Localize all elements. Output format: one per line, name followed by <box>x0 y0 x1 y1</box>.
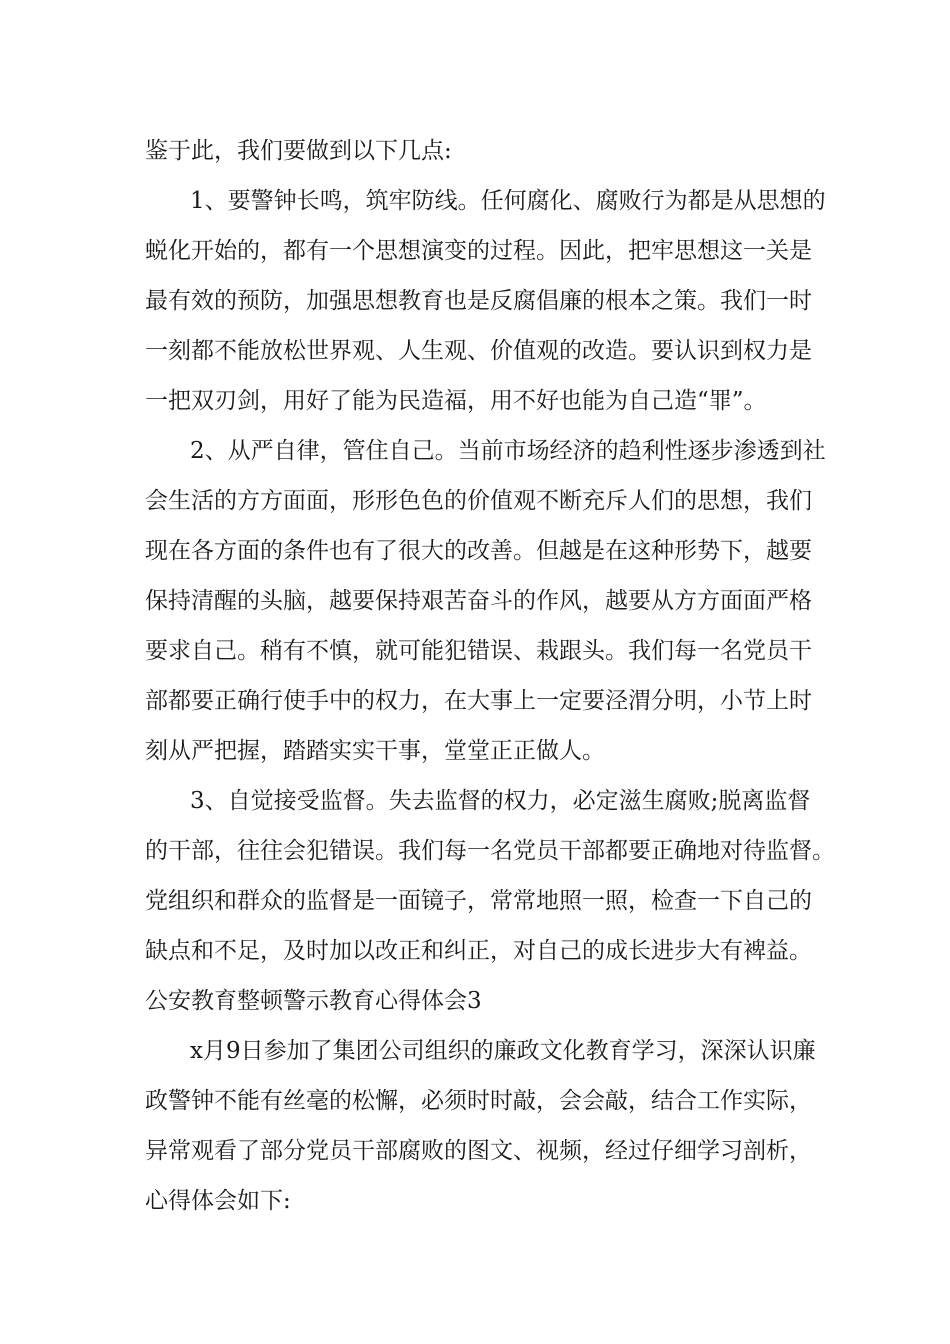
text-line: 党组织和群众的监督是一面镜子，常常地照一照，检查一下自己的 <box>145 888 812 914</box>
text-line: 一刻都不能放松世界观、人生观、价值观的改造。要认识到权力是 <box>145 338 812 364</box>
text-line: 3、自觉接受监督。失去监督的权力，必定滋生腐败;脱离监督 <box>190 788 811 814</box>
text-line: 蜕化开始的，都有一个思想演变的过程。因此，把牢思想这一关是 <box>145 238 812 264</box>
text-line: 政警钟不能有丝毫的松懈，必须时时敲，会会敲，结合工作实际， <box>145 1088 812 1114</box>
text-line: 异常观看了部分党员干部腐败的图文、视频，经过仔细学习剖析， <box>145 1138 812 1164</box>
text-line: 最有效的预防，加强思想教育也是反腐倡廉的根本之策。我们一时 <box>145 288 812 314</box>
text-line: 现在各方面的条件也有了很大的改善。但越是在这种形势下，越要 <box>145 538 812 564</box>
text-line: 会生活的方方面面，形形色色的价值观不断充斥人们的思想，我们 <box>145 488 812 514</box>
text-line: 要求自己。稍有不慎，就可能犯错误、栽跟头。我们每一名党员干 <box>145 638 812 664</box>
text-line: 鉴于此，我们要做到以下几点: <box>145 138 452 164</box>
text-line: 保持清醒的头脑，越要保持艰苦奋斗的作风，越要从方方面面严格 <box>145 588 812 614</box>
text-line: 1、要警钟长鸣，筑牢防线。任何腐化、腐败行为都是从思想的 <box>190 188 826 214</box>
text-line: 心得体会如下: <box>145 1188 291 1214</box>
text-line: 缺点和不足，及时加以改正和纠正，对自己的成长进步大有裨益。 <box>145 938 812 964</box>
text-line: 一把双刃剑，用好了能为民造福，用不好也能为自己造“罪”。 <box>145 388 767 414</box>
section-heading: 公安教育整顿警示教育心得体会3 <box>145 988 482 1014</box>
text-line: 刻从严把握，踏踏实实干事，堂堂正正做人。 <box>145 738 605 764</box>
text-line: 部都要正确行使手中的权力，在大事上一定要泾渭分明，小节上时 <box>145 688 812 714</box>
text-line: x月9日参加了集团公司组织的廉政文化教育学习，深深认识廉 <box>190 1038 816 1064</box>
text-line: 2、从严自律，管住自己。当前市场经济的趋利性逐步渗透到社 <box>190 438 826 464</box>
text-line: 的干部，往往会犯错误。我们每一名党员干部都要正确地对待监督。 <box>145 838 835 864</box>
